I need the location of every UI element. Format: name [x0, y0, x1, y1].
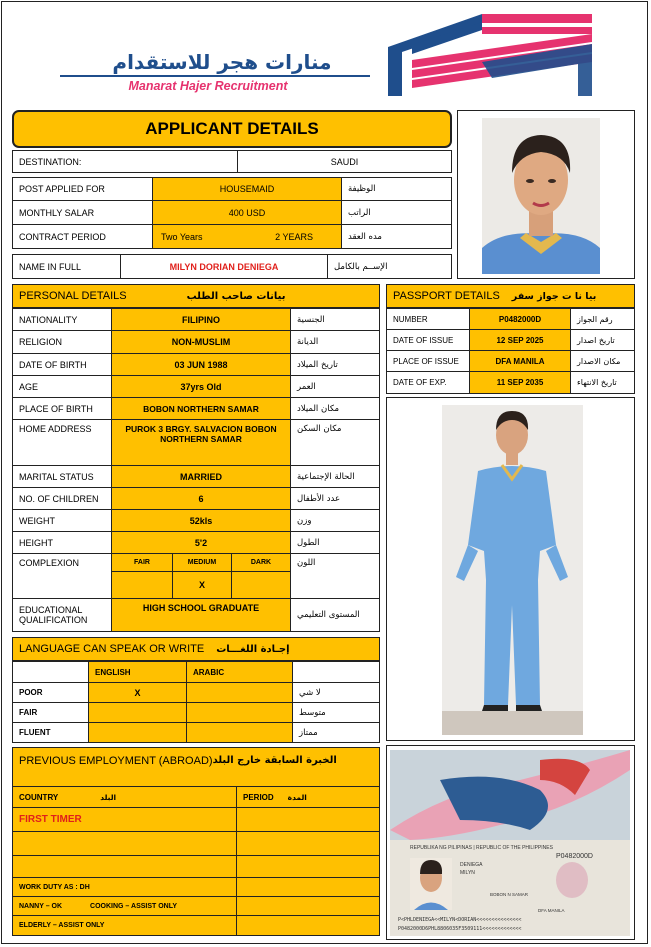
name-label: NAME IN FULL: [12, 254, 121, 279]
weight-label: WEIGHT: [12, 509, 112, 532]
weight-value: 52kls: [111, 509, 291, 532]
education-label-line2: QUALIFICATION: [19, 615, 88, 625]
page-title: APPLICANT DETAILS: [12, 110, 452, 148]
height-label: HEIGHT: [12, 531, 112, 554]
passport-scan-image: [390, 750, 630, 936]
language-col-english: ENGLISH: [88, 661, 187, 683]
passport-number-value: P0482000D: [469, 308, 571, 330]
religion-label-ar: الديانة: [290, 330, 380, 354]
language-poor-arabic: [186, 682, 293, 703]
post-value: HOUSEMAID: [152, 177, 342, 201]
language-header: [12, 637, 380, 661]
nanny-duty: NANNY – OK: [19, 902, 63, 910]
language-col-arabic: ARABIC: [186, 661, 293, 683]
employment-period-label-ar: المدة: [287, 792, 307, 802]
logo-english-text: Manarat Hajer Recruitment: [128, 79, 288, 93]
nationality-label-ar: الجنسية: [290, 308, 380, 331]
passport-header-ar: بيا نا ت جواز سفر: [511, 290, 597, 302]
passport-header-text: PASSPORT DETAILS: [393, 290, 500, 302]
expiry-date-label: DATE OF EXP.: [386, 371, 470, 394]
nanny-cooking-duties: [12, 896, 237, 916]
personal-header-text: PERSONAL DETAILS: [19, 290, 127, 302]
language-corner: [12, 661, 89, 683]
address-label: HOME ADDRESS: [12, 419, 112, 466]
nanny-duty-period: [236, 896, 380, 916]
passport-scan-given-name: MILYN: [460, 870, 475, 876]
employment-header-text: PREVIOUS EMPLOYMENT (ABROAD): [19, 755, 213, 767]
employment-country-label: COUNTRY: [19, 792, 59, 802]
passport-scan-mrz-2: P0482000D6PHL8806035F3509111<<<<<<<<<<<<<: [398, 926, 522, 932]
employment-period-2: [236, 831, 380, 856]
logo-roof-icon: [382, 12, 597, 98]
contract-label: CONTRACT PERIOD: [12, 224, 153, 249]
passport-scan-mrz-1: P<PHLDENIEGA<<MILYN<DORIAN<<<<<<<<<<<<<<<: [398, 917, 522, 923]
language-poor-label-ar: لا شي: [292, 682, 380, 703]
logo-underline: [60, 75, 370, 77]
complexion-dark-mark: [231, 571, 291, 599]
birthplace-label: PLACE OF BIRTH: [12, 397, 112, 420]
salary-label-ar: الراتب: [341, 200, 452, 225]
destination-label: DESTINATION:: [12, 150, 238, 173]
expiry-date-value: 11 SEP 2035: [469, 371, 571, 394]
dob-value: 03 JUN 1988: [111, 353, 291, 376]
language-poor-english: X: [88, 682, 187, 703]
dob-label: DATE OF BIRTH: [12, 353, 112, 376]
age-label-ar: العمر: [290, 375, 380, 398]
complexion-fair: FAIR: [111, 553, 173, 572]
passport-scan-picture: [390, 750, 630, 936]
age-label: AGE: [12, 375, 112, 398]
work-duty-period: [236, 877, 380, 897]
marital-label: MARITAL STATUS: [12, 465, 112, 488]
passport-number-label-ar: رقم الجواز: [570, 308, 635, 330]
language-fluent-arabic: [186, 722, 293, 743]
weight-label-ar: وزن: [290, 509, 380, 532]
personal-header: [12, 284, 380, 308]
employment-country-head: [12, 786, 237, 808]
employment-header-ar: الخبرة السابقة خارج البلد: [212, 755, 337, 766]
cooking-duty: COOKING – ASSIST ONLY: [90, 902, 178, 910]
issue-place-label: PLACE OF ISSUE: [386, 350, 470, 372]
applicant-headshot-photo: [482, 118, 600, 274]
address-value: PUROK 3 BRGY. SALVACION BOBON NORTHERN SAMAR: [111, 419, 291, 466]
employment-country-3: [12, 855, 237, 878]
children-label: NO. OF CHILDREN: [12, 487, 112, 510]
language-fluent-label-ar: ممتاز: [292, 722, 380, 743]
passport-number-label: NUMBER: [386, 308, 470, 330]
marital-value: MARRIED: [111, 465, 291, 488]
dob-label-ar: تاريخ الميلاد: [290, 353, 380, 376]
logo-arabic-text: منارات هجر للاستقدام: [112, 50, 332, 74]
birthplace-value: BOBON NORTHERN SAMAR: [111, 397, 291, 420]
name-value: MILYN DORIAN DENIEGA: [120, 254, 328, 279]
employment-period-3: [236, 855, 380, 878]
height-value: 5'2: [111, 531, 291, 554]
complexion-dark: DARK: [231, 553, 291, 572]
education-value: HIGH SCHOOL GRADUATE: [111, 598, 291, 632]
language-fair-label-ar: متوسط: [292, 702, 380, 723]
employment-period-1: [236, 807, 380, 832]
marital-label-ar: الحالة الإجتماعية: [290, 465, 380, 488]
language-fair-label: FAIR: [12, 702, 89, 723]
issue-date-label-ar: تاريخ اصدار: [570, 329, 635, 351]
salary-label: MONTHLY SALAR: [12, 200, 153, 225]
complexion-medium: MEDIUM: [172, 553, 232, 572]
language-fluent-english: [88, 722, 187, 743]
employment-period-label: PERIOD: [243, 792, 274, 802]
contract-label-ar: مده العقد: [341, 224, 452, 249]
issue-date-label: DATE OF ISSUE: [386, 329, 470, 351]
issue-place-value: DFA MANILA: [469, 350, 571, 372]
complexion-medium-mark: X: [172, 571, 232, 599]
education-label-ar: المستوى التعليمي: [290, 598, 380, 632]
complexion-label-ar: اللون: [290, 553, 380, 599]
passport-scan-surname: DENIEGA: [460, 862, 483, 868]
personal-header-ar: بيانات صاحب الطلب: [186, 290, 286, 302]
complexion-label: COMPLEXION: [12, 553, 112, 599]
children-label-ar: عدد الأطفال: [290, 487, 380, 510]
language-header-text: LANGUAGE CAN SPEAK OR WRITE: [19, 643, 205, 655]
elderly-duty: ELDERLY – ASSIST ONLY: [12, 915, 237, 936]
language-fair-english: [88, 702, 187, 723]
birthplace-label-ar: مكان الميلاد: [290, 397, 380, 420]
height-label-ar: الطول: [290, 531, 380, 554]
issue-place-label-ar: مكان الاصدار: [570, 350, 635, 372]
passport-scan-header-text: REPUBLIKA NG PILIPINAS | REPUBLIC OF THE PHILIPPINES: [410, 845, 553, 851]
destination-value: SAUDI: [237, 150, 452, 173]
employment-first-timer: FIRST TIMER: [12, 807, 237, 832]
elderly-duty-period: [236, 915, 380, 936]
religion-label: RELIGION: [12, 330, 112, 354]
passport-scan-number: P0482000D: [556, 853, 593, 860]
age-value: 37yrs Old: [111, 375, 291, 398]
language-corner-ar: [292, 661, 380, 683]
employment-header: [12, 747, 380, 787]
religion-value: NON-MUSLIM: [111, 330, 291, 354]
address-label-ar: مكان السكن: [290, 419, 380, 466]
applicant-full-body-photo: [442, 405, 583, 735]
salary-value: 400 USD: [152, 200, 342, 225]
expiry-date-label-ar: تاريخ الانتهاء: [570, 371, 635, 394]
education-label-line1: EDUCATIONAL: [19, 605, 83, 615]
name-label-ar: الإســم بالكامل: [327, 254, 452, 279]
post-label: POST APPLIED FOR: [12, 177, 153, 201]
post-label-ar: الوظيفة: [341, 177, 452, 201]
issue-date-value: 12 SEP 2025: [469, 329, 571, 351]
employment-country-2: [12, 831, 237, 856]
nationality-label: NATIONALITY: [12, 308, 112, 331]
contract-value: [152, 224, 342, 249]
work-duty: WORK DUTY AS : DH: [12, 877, 237, 897]
nationality-value: FILIPINO: [111, 308, 291, 331]
contract-value-text: Two Years: [161, 231, 203, 242]
contract-value-years: 2 YEARS: [275, 231, 313, 242]
education-label: [12, 598, 112, 632]
language-fair-arabic: [186, 702, 293, 723]
company-logo: [50, 12, 610, 98]
employment-country-label-ar: البلد: [100, 792, 117, 802]
language-header-ar: إجـادة اللغـــات: [216, 643, 290, 655]
passport-scan-place: BOBON N SAMAR: [490, 892, 529, 897]
children-value: 6: [111, 487, 291, 510]
complexion-fair-mark: [111, 571, 173, 599]
employment-period-head: [236, 786, 380, 808]
language-fluent-label: FLUENT: [12, 722, 89, 743]
language-poor-label: POOR: [12, 682, 89, 703]
passport-scan-authority: DFA MANILA: [538, 908, 565, 913]
passport-header: [386, 284, 635, 308]
